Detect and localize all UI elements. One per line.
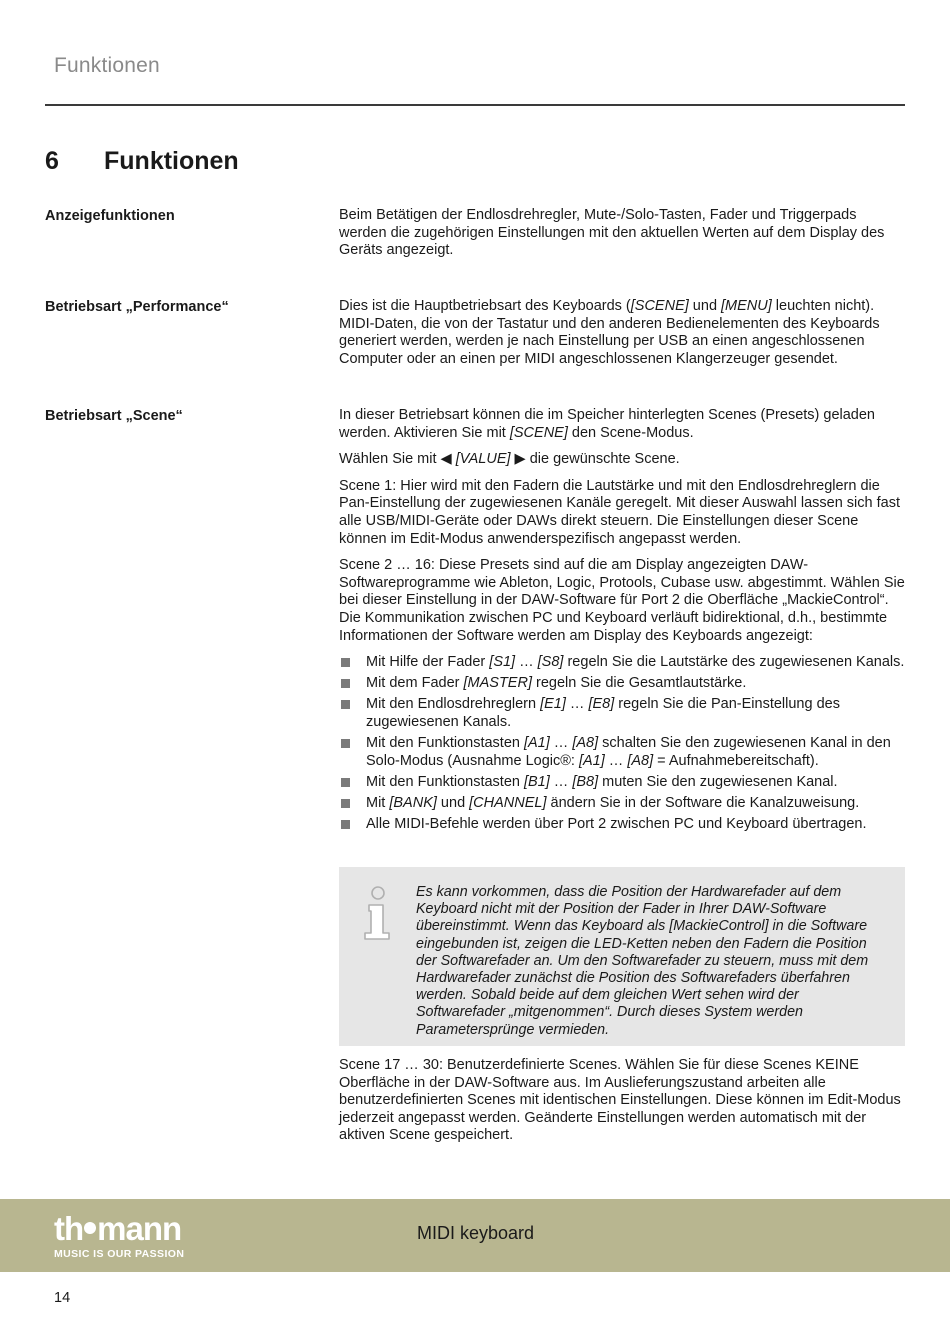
text-run: Mit den Funktionstasten [366,773,524,790]
paragraph [339,407,905,442]
key-label: [A1] [523,735,550,751]
text-run: Wählen Sie mit ◀ [339,451,456,468]
text-run: Mit Hilfe der Fader [366,654,490,671]
square-bullet-icon [341,658,350,667]
text-run: … [604,752,628,769]
text-run: ▶ die gewünschte Scene. [510,451,680,468]
logo-text: th [54,1210,84,1247]
footer-band [0,1199,950,1272]
key-label: [S8] [537,654,564,671]
bullet-list [339,654,905,833]
paragraph [339,451,905,469]
key-label: [VALUE] [455,451,511,468]
list-item [339,774,905,792]
key-label: [SCENE] [630,298,689,314]
running-head: Funktionen [54,54,160,77]
key-label: [E8] [588,696,615,713]
key-label: [E1] [540,696,566,713]
text-run: … [549,773,573,790]
paragraph [339,298,905,368]
section-performance [45,298,905,378]
list-item [339,795,905,813]
square-bullet-icon [341,679,350,688]
text-run: Mit den Endlosdrehreglern [366,696,541,713]
paragraph: Scene 17 … 30: Benutzerdefinierte Scenes. Wählen Sie für diese Scenes KEINE Oberfläche in der DAW-Software aus. Im Auslieferungszustand arbeiten alle benutzerdefinierten Scenes mit identischen Einstellungen. Diese können im Edit-Modus jederzeit angepasst werden. Geänderte Einstellungen werden automatisch mit der aktiven Scene gespeichert. [339,1057,901,1144]
text-run: Alle MIDI-Befehle werden über Port 2 zwischen PC und Keyboard übertragen. [366,815,867,832]
header-divider [45,104,905,106]
section-body [339,1057,905,1145]
text-run: … [549,735,573,751]
chapter-number: 6 [45,147,59,175]
section-scene [45,407,905,857]
text-run: In dieser Betriebsart können die im Speicher hinterlegten Scenes (Presets) geladen werden. Aktivieren Sie mit [339,407,875,441]
key-label: [B8] [572,773,599,790]
square-bullet-icon [341,820,350,829]
key-label: [A1] [578,752,605,769]
text-run: und [436,794,470,811]
text-run: … [515,654,538,671]
text-run: leuchten nicht). MIDI-Daten, die von der Tastatur und den anderen Bedienelementen des Keyboards generiert werden, werden je nach Einstellung per USB an einen angeschlossenen Computer oder an einen per MIDI angeschlossenen Klangerzeuger gesendet. [339,298,880,367]
section-scene-continued [45,1057,905,1147]
text-run: Mit den Funktionstasten [366,735,524,751]
text-run: und [688,298,722,314]
logo-wordmark [54,1210,184,1247]
section-body [339,298,905,368]
note-text: Es kann vorkommen, dass die Position der Hardwarefader auf dem Keyboard nicht mit der Position der Fader in Ihrer DAW-Software übereinstimmt. Wenn das Keyboard als [MackieControl] in die Software eingebunden ist, zeigen die LED-Ketten neben den Fadern die Position der Softwarefader an. Um den Softwarefader zu steuern, muss mit dem Hardwarefader zunächst die Position des Softwarefaders überfahren werden. Sobald beide auf dem gleichen Wert sehen wird der Softwarefader „mitgenommen“. Durch dieses System werden Parametersprünge vermieden. [416,884,869,1038]
section-body [339,207,905,260]
list-item [339,654,905,672]
list-item [339,735,905,770]
section-anzeigefunktionen [45,207,905,267]
section-label: Betriebsart „Performance“ [45,299,229,315]
page-number: 14 [54,1290,71,1306]
square-bullet-icon [341,700,350,709]
paragraph: Beim Betätigen der Endlosdrehregler, Mute-/Solo-Tasten, Fader und Triggerpads werden die zugehörigen Einstellungen mit den aktuellen Werten auf dem Display des Geräts angezeigt. [339,207,885,259]
text-run: den Scene-Modus. [567,424,694,441]
section-label: Betriebsart „Scene“ [45,408,183,424]
key-label: [A8] [627,752,654,769]
key-label: [MENU] [721,298,772,314]
section-body [339,407,905,837]
paragraph: Scene 2 … 16: Diese Presets sind auf die am Display angezeigten DAW-Softwareprogramme wie Ableton, Logic, Protools, Cubase usw. abgestimmt. Wählen Sie bei dieser Einstellung in der DAW-Software für Port 2 die Oberfläche „MackieControl“. Die Kommunikation zwischen PC und Keyboard verläuft bidirektional, d.h., bestimmte Informationen der Software werden am Display des Keyboards angezeigt: [339,557,905,644]
text-run: ändern Sie in der Software die Kanalzuweisung. [546,794,860,811]
info-note [339,867,905,1046]
text-run: schalten Sie den zugewiesenen Kanal in den Solo-Modus (Ausnahme Logic®: [366,735,891,769]
thomann-logo [54,1210,185,1260]
section-label: Anzeigefunktionen [45,208,175,224]
list-item [339,696,905,731]
list-item [339,675,905,693]
chapter-heading [45,147,239,176]
list-item [339,816,905,834]
square-bullet-icon [341,799,350,808]
square-bullet-icon [341,739,350,748]
text-run: Mit dem Fader [366,675,464,692]
paragraph: Scene 1: Hier wird mit den Fadern die Lautstärke und mit den Endlosdrehreglern die Pan-Einstellung der zugewiesenen Kanäle geregelt. Mit dieser Auswahl lassen sich fast alle USB/MIDI-Geräte oder DAWs direkt steuern. Die Einstellungen dieser Scene können im Edit-Modus anwenderspezifisch angepasst werden. [339,477,900,547]
key-label: [MASTER] [463,675,532,692]
key-label: [SCENE] [509,424,568,441]
text-run: regeln Sie die Pan-Einstellung des zugewiesenen Kanals. [366,696,840,730]
text-run: regeln Sie die Lautstärke des zugewiesenen Kanals. [563,654,905,671]
logo-tagline: MUSIC IS OUR PASSION [54,1248,185,1260]
logo-dot-icon [84,1222,96,1234]
key-label: [S1] [489,654,516,671]
key-label: [CHANNEL] [469,794,547,811]
key-label: [A8] [572,735,599,751]
text-run: Mit [366,794,390,811]
chapter-title: Funktionen [104,147,239,175]
square-bullet-icon [341,778,350,787]
info-icon [361,885,395,941]
logo-text: mann [97,1210,182,1247]
text-run: Dies ist die Hauptbetriebsart des Keyboards ( [339,298,631,314]
text-run: muten Sie den zugewiesenen Kanal. [598,773,838,790]
key-label: [BANK] [389,794,437,811]
footer-product-name: MIDI keyboard [417,1223,535,1243]
text-run: regeln Sie die Gesamtlautstärke. [531,675,747,692]
text-run: … [565,696,589,713]
text-run: = Aufnahmebereitschaft). [653,752,819,769]
key-label: [B1] [523,773,550,790]
